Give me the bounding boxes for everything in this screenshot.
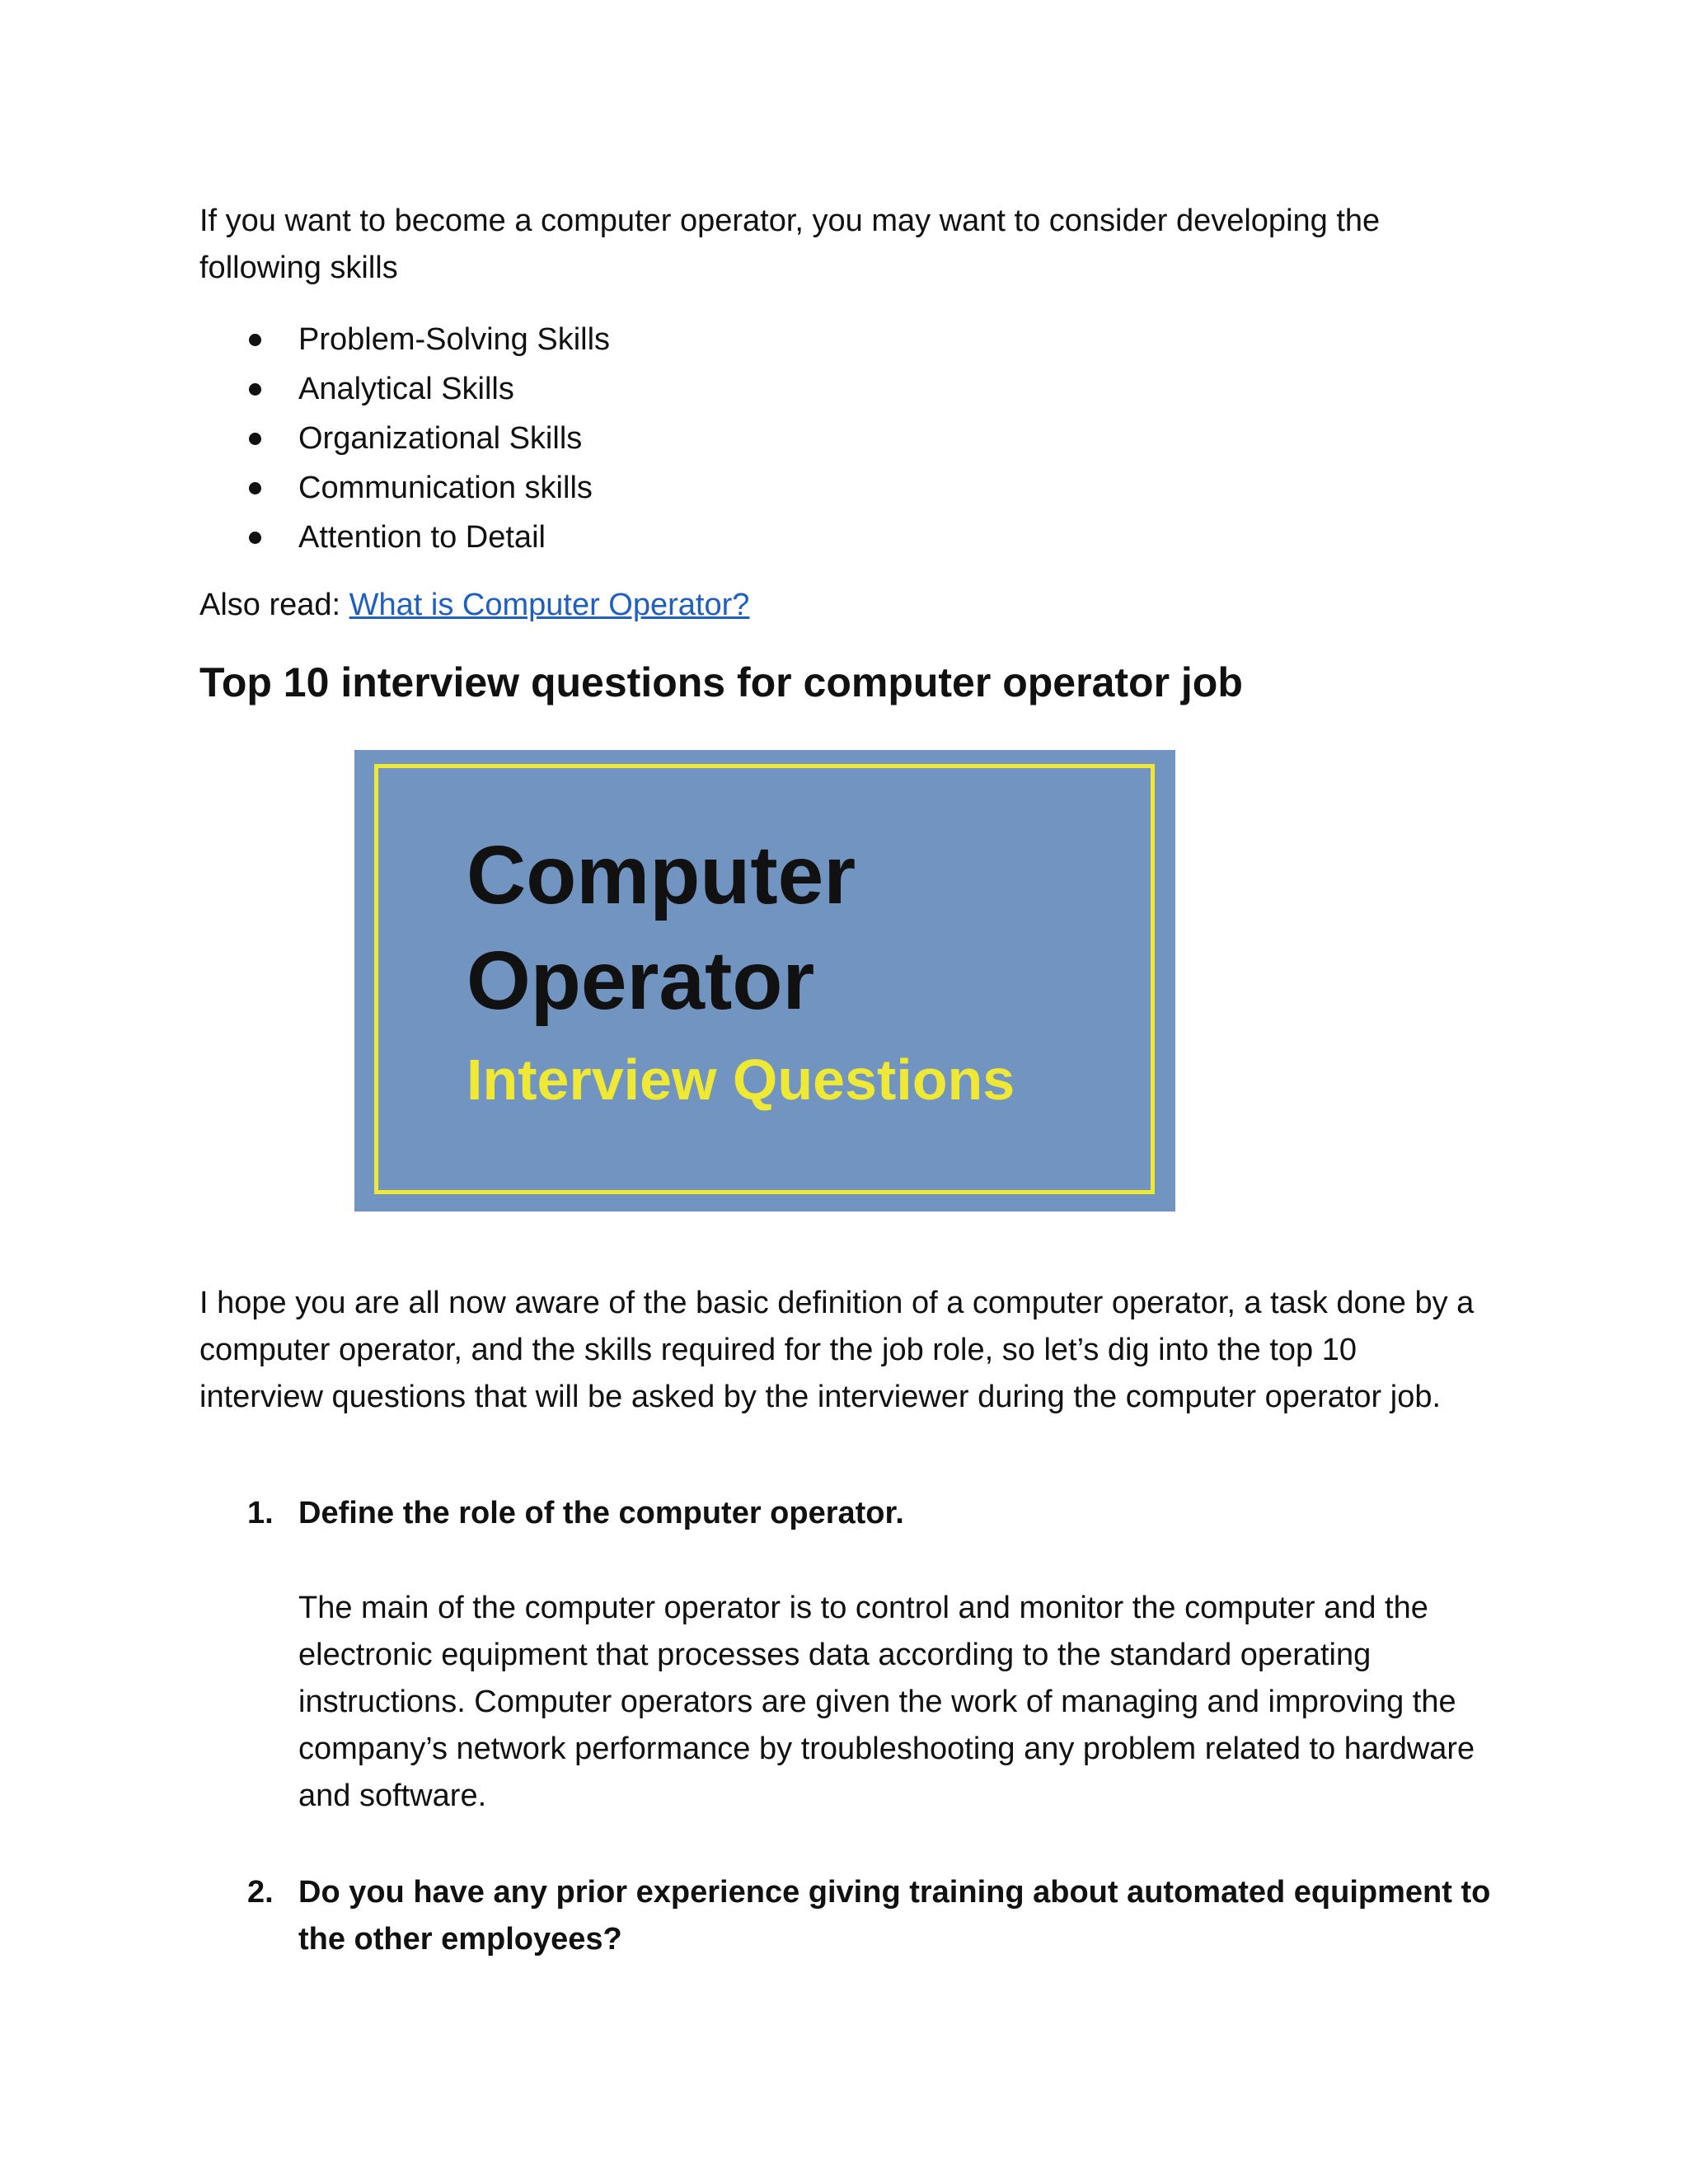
question-title: Do you have any prior experience giving training about automated equipment to the other employees? (298, 1875, 1491, 1957)
banner-title-line1: Computer (467, 829, 856, 921)
bullet-icon (249, 383, 261, 396)
intro-paragraph: If you want to become a computer operator, you may want to consider developing the following skills (199, 204, 1381, 285)
bullet-icon (249, 433, 261, 445)
question-number: 1. (247, 1496, 274, 1530)
list-item (199, 414, 610, 463)
also-read (199, 582, 1485, 629)
bullet-icon (249, 482, 261, 494)
skill-label: Organizational Skills (298, 421, 583, 456)
skill-label: Attention to Detail (298, 520, 546, 555)
skill-label: Analytical Skills (298, 372, 514, 406)
bullet-icon (249, 334, 261, 346)
skill-label: Communication skills (298, 471, 593, 505)
also-read-link[interactable]: What is Computer Operator? (349, 588, 750, 622)
body-paragraph: I hope you are all now aware of the basic definition of a computer operator, a task done by a computer operator, and the skills required for the job role, so let’s dig into the top 10 interview questions that will be asked by the interviewer during the computer operator job. (199, 1286, 1475, 1414)
bullet-icon (249, 532, 261, 544)
question-title: Define the role of the computer operator. (298, 1496, 904, 1530)
section-heading: Top 10 interview questions for computer operator job (199, 659, 1243, 705)
question-number: 2. (247, 1875, 274, 1910)
list-item (199, 513, 610, 562)
list-item (199, 463, 610, 513)
banner-title-line2: Operator (467, 935, 815, 1027)
skills-list (199, 315, 610, 562)
skill-label: Problem-Solving Skills (298, 322, 611, 357)
banner-image (354, 750, 1175, 1212)
answer-paragraph: The main of the computer operator is to control and monitor the computer and the electronic equipment that processes data according to the standard operating instructions. Computer operators are given the work of managing and improving the company’s network performance by troubleshooting any problem related to hardware and software. (298, 1591, 1475, 1813)
list-item (199, 315, 610, 364)
also-read-prefix: Also read: (199, 588, 349, 622)
banner-subtitle: Interview Questions (467, 1047, 1015, 1112)
list-item (199, 364, 610, 414)
